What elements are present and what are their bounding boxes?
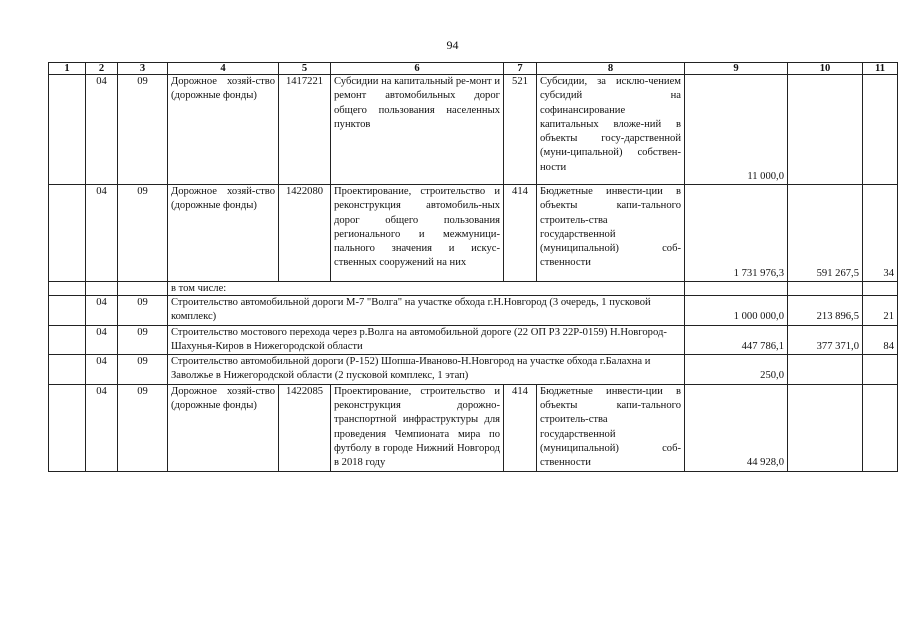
col-header-11: 11 — [863, 63, 898, 75]
cell-percent: 34 — [863, 185, 898, 282]
cell-empty — [49, 282, 86, 296]
cell-empty — [49, 296, 86, 326]
cell-empty — [863, 282, 898, 296]
header-row — [49, 63, 898, 75]
cell-section: 04 — [86, 75, 118, 185]
table-row — [49, 296, 898, 326]
cell-object-name: Строительство автомобильной дороги М-7 "Волга" на участке обхода г.Н.Новгород (3 очередь, 1 пусковой комплекс) — [168, 296, 685, 326]
cell-expense-type: 414 — [504, 185, 537, 282]
cell-subsection: 09 — [118, 75, 168, 185]
col-header-7: 7 — [504, 63, 537, 75]
cell-subsection: 09 — [118, 384, 168, 471]
cell-amount-2 — [788, 75, 863, 185]
col-header-8: 8 — [537, 63, 685, 75]
cell-empty — [49, 325, 86, 355]
cell-empty — [49, 185, 86, 282]
col-header-4: 4 — [168, 63, 279, 75]
table-row — [49, 355, 898, 385]
cell-empty — [118, 282, 168, 296]
cell-target-name: Проектирование, строительство и реконструкция автомобиль-ных дорог общего пользования регионального и межмуници-пального значения и искус-ственных сооружений на них — [331, 185, 504, 282]
cell-amount: 1 000 000,0 — [685, 296, 788, 326]
cell-subsection: 09 — [118, 185, 168, 282]
cell-section: 04 — [86, 296, 118, 326]
cell-subsection: 09 — [118, 355, 168, 385]
cell-amount-2 — [788, 384, 863, 471]
cell-subsection: 09 — [118, 325, 168, 355]
cell-section: 04 — [86, 355, 118, 385]
table-row — [49, 384, 898, 471]
cell-expense-type: 521 — [504, 75, 537, 185]
cell-section: 04 — [86, 325, 118, 355]
cell-amount: 11 000,0 — [685, 75, 788, 185]
cell-amount: 250,0 — [685, 355, 788, 385]
cell-percent: 21 — [863, 296, 898, 326]
cell-empty — [49, 75, 86, 185]
col-header-3: 3 — [118, 63, 168, 75]
cell-section-name: Дорожное хозяй-ство (дорожные фонды) — [168, 75, 279, 185]
cell-section-name: Дорожное хозяй-ство (дорожные фонды) — [168, 384, 279, 471]
cell-in-that-number: в том числе: — [168, 282, 685, 296]
cell-percent — [863, 384, 898, 471]
table-row — [49, 325, 898, 355]
col-header-5: 5 — [279, 63, 331, 75]
cell-percent — [863, 75, 898, 185]
cell-expense-type: 414 — [504, 384, 537, 471]
cell-amount-2: 213 896,5 — [788, 296, 863, 326]
cell-empty — [788, 282, 863, 296]
cell-expense-name: Бюджетные инвести-ции в объекты капи-тального строитель-ства государственной (муниципальной) соб-ственности — [537, 384, 685, 471]
cell-percent — [863, 355, 898, 385]
cell-amount-2 — [788, 355, 863, 385]
col-header-1: 1 — [49, 63, 86, 75]
cell-target-code: 1417221 — [279, 75, 331, 185]
cell-empty — [86, 282, 118, 296]
page-number: 94 — [446, 38, 459, 52]
cell-amount: 44 928,0 — [685, 384, 788, 471]
cell-expense-name: Бюджетные инвести-ции в объекты капи-тального строитель-ства государственной (муниципальной) соб-ственности — [537, 185, 685, 282]
cell-target-code: 1422080 — [279, 185, 331, 282]
cell-subsection: 09 — [118, 296, 168, 326]
cell-target-name: Субсидии на капитальный ре-монт и ремонт автомобильных дорог общего пользования населенных пунктов — [331, 75, 504, 185]
cell-target-name: Проектирование, строительство и реконструкция дорожно-транспортной инфраструктуры для проведения Чемпионата мира по футболу в городе Нижний Новгород в 2018 году — [331, 384, 504, 471]
cell-empty — [49, 384, 86, 471]
budget-table — [48, 62, 898, 472]
cell-object-name: Строительство мостового перехода через р.Волга на автомобильной дороге (22 ОП РЗ 22Р-0159) Н.Новгород-Шахунья-Киров в Нижегородской области — [168, 325, 685, 355]
table-row — [49, 282, 898, 296]
cell-target-code: 1422085 — [279, 384, 331, 471]
col-header-9: 9 — [685, 63, 788, 75]
col-header-10: 10 — [788, 63, 863, 75]
table-row — [49, 185, 898, 282]
cell-amount: 1 731 976,3 — [685, 185, 788, 282]
cell-section: 04 — [86, 384, 118, 471]
cell-empty — [685, 282, 788, 296]
cell-amount-2: 591 267,5 — [788, 185, 863, 282]
cell-expense-name: Субсидии, за исклю-чением субсидий на софинансирование капитальных вложе-ний в объекты госу-дарственной (муни-ципальной) собствен-ности — [537, 75, 685, 185]
cell-percent: 84 — [863, 325, 898, 355]
col-header-2: 2 — [86, 63, 118, 75]
cell-section-name: Дорожное хозяй-ство (дорожные фонды) — [168, 185, 279, 282]
cell-amount-2: 377 371,0 — [788, 325, 863, 355]
cell-section: 04 — [86, 185, 118, 282]
table-row — [49, 75, 898, 185]
col-header-6: 6 — [331, 63, 504, 75]
cell-object-name: Строительство автомобильной дороги (Р-152) Шопша-Иваново-Н.Новгород на участке обхода г.Балахна и Заволжье в Нижегородской области (2 пусковой комплекс, 1 этап) — [168, 355, 685, 385]
cell-empty — [49, 355, 86, 385]
cell-amount: 447 786,1 — [685, 325, 788, 355]
